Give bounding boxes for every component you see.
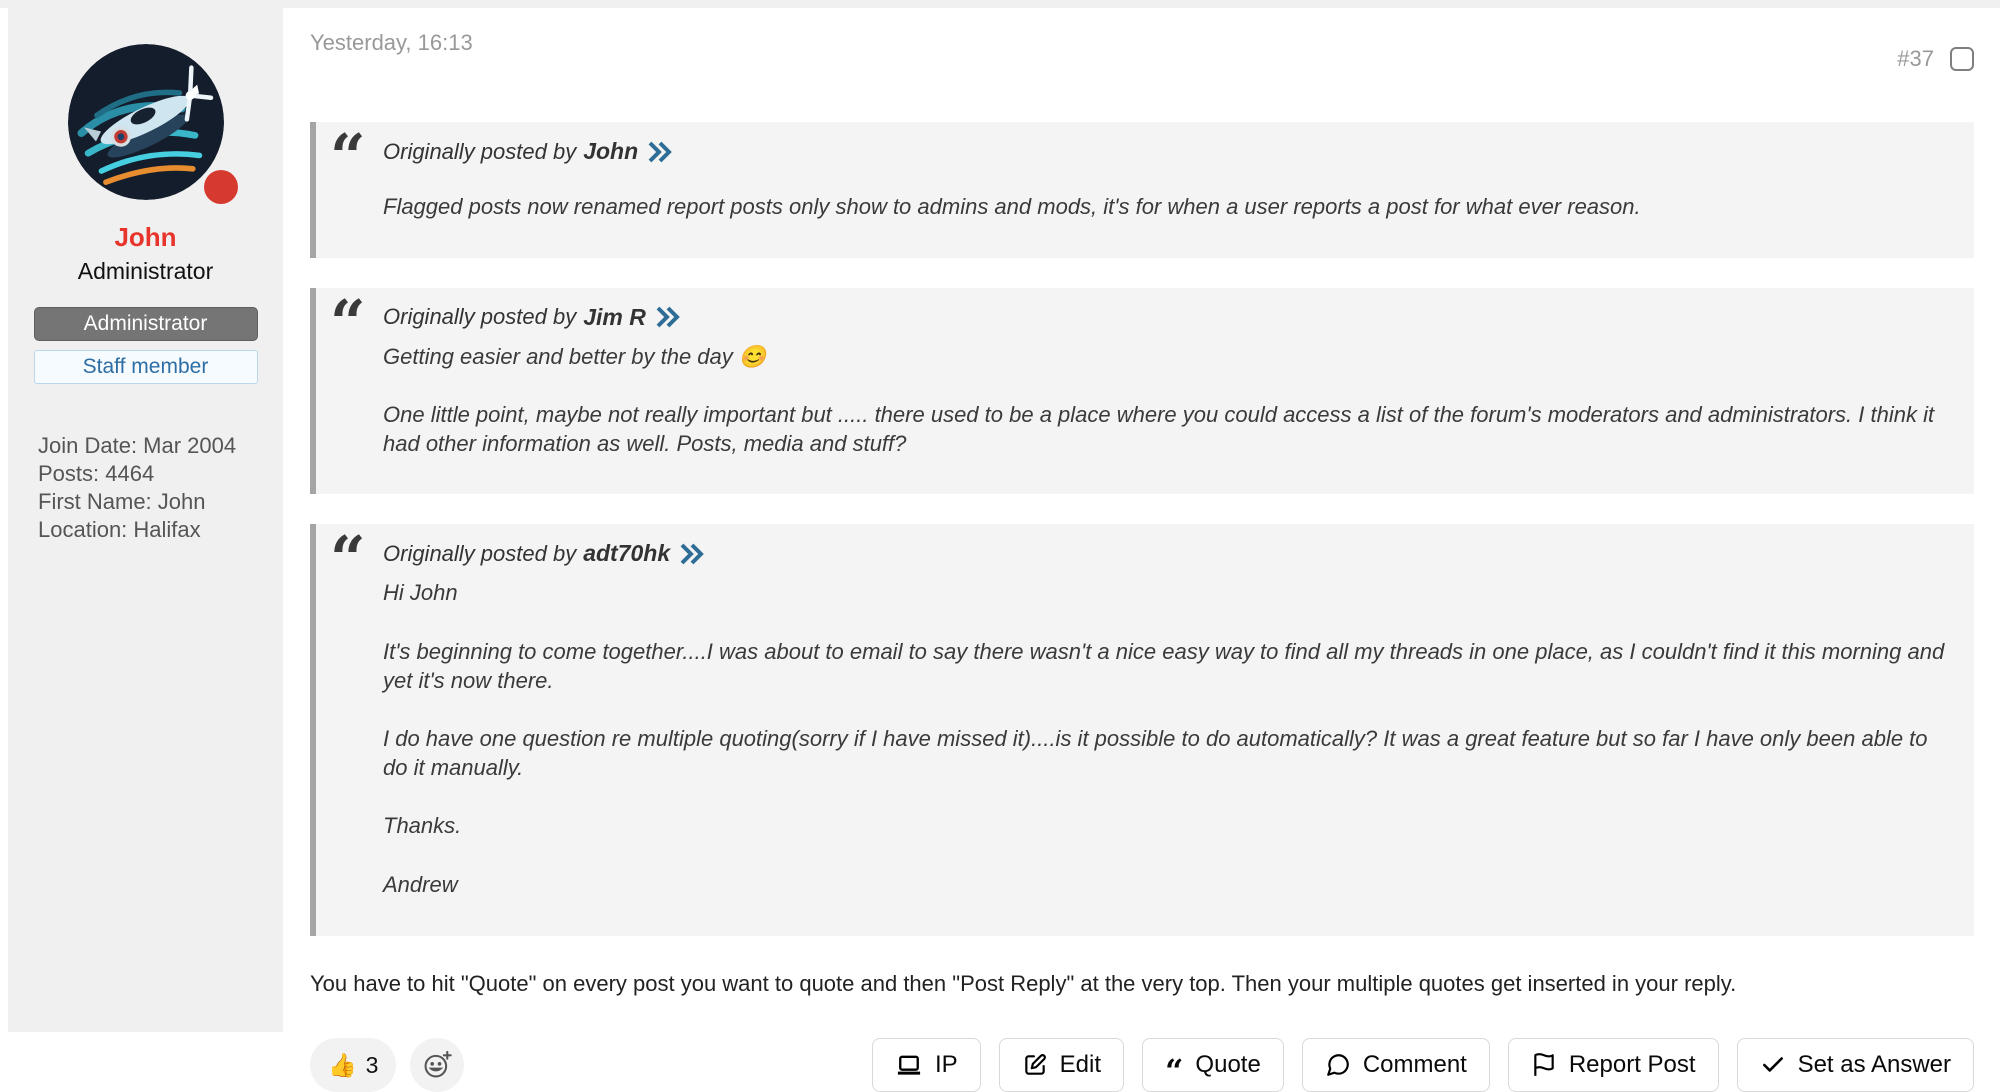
checkmark-icon [1760, 1052, 1786, 1078]
page-top-border [0, 0, 2000, 8]
report-post-label: Report Post [1568, 1051, 1696, 1079]
quote-paragraph: Flagged posts now renamed report posts only show to admins and mods, it's for when a user reports a post for what ever reason. [383, 194, 1641, 219]
quote-paragraph: I do have one question re multiple quoting(sorry if I have missed it)....is it possible to do automatically? It was a great feature but so far I have only been able to do it manually. [383, 726, 1928, 780]
quote-author-link[interactable]: adt70hk [583, 540, 671, 567]
quote-icon: “ [330, 120, 366, 193]
quote-icon: “ [330, 285, 366, 359]
username-link[interactable]: John [114, 222, 177, 252]
quote-block [310, 285, 1974, 495]
post-action-bar [310, 1038, 1974, 1092]
user-post-count: Posts: 4464 [38, 461, 155, 487]
avatar[interactable] [68, 44, 224, 200]
quote-paragraph: Getting easier and better by the day 😊 [383, 343, 767, 369]
user-location: Location: Halifax [38, 517, 201, 543]
comment-label: Comment [1362, 1051, 1467, 1079]
user-sidebar [8, 8, 283, 1032]
report-post-button[interactable] [1508, 1038, 1719, 1092]
post-select-checkbox[interactable] [1950, 47, 1974, 71]
goto-post-icon[interactable] [647, 141, 673, 163]
thumbs-up-icon: 👍 [328, 1051, 357, 1078]
post-body [283, 8, 2000, 1091]
quote-icon: “ [330, 522, 366, 596]
edit-label: Edit [1059, 1051, 1102, 1079]
quote-button[interactable] [1142, 1038, 1284, 1092]
badge-staff-member: Staff member [34, 350, 258, 384]
add-reaction-button[interactable] [410, 1038, 464, 1092]
badge-administrator: Administrator [34, 307, 258, 341]
quote-label: Quote [1195, 1051, 1261, 1079]
online-status-dot [204, 170, 238, 204]
flag-icon [1531, 1052, 1557, 1078]
like-count: 3 [365, 1051, 379, 1078]
user-info-block [38, 432, 246, 545]
quote-paragraph: One little point, maybe not really important but ..... there used to be a place where you could access a list of the forum's moderators and administrators. I think it had other information as well. Posts, media and stuff? [383, 402, 1935, 456]
quote-block [310, 122, 1974, 258]
plane-avatar-image [68, 44, 224, 200]
quote-paragraph: Hi John [383, 580, 458, 606]
user-role-label: Administrator [77, 258, 214, 284]
quote-author-link[interactable]: Jim R [583, 303, 646, 330]
post-timestamp: Yesterday, 16:13 [310, 30, 473, 55]
quote-paragraph: Andrew [383, 871, 458, 897]
quote-author-link[interactable]: John [583, 138, 639, 164]
quote-prefix: Originally posted by [383, 138, 577, 164]
smiley-plus-icon [421, 1049, 453, 1081]
reply-text: You have to hit "Quote" on every post you want to quote and then "Post Reply" at the very top. Then your multiple quotes get inserted in your reply. [310, 970, 1737, 996]
quote-paragraph: Thanks. [383, 813, 462, 839]
set-as-answer-label: Set as Answer [1797, 1051, 1951, 1079]
speech-bubble-icon [1325, 1052, 1351, 1078]
like-reaction-button[interactable] [310, 1038, 396, 1092]
quote-marks-icon: “ [1165, 1052, 1184, 1091]
comment-button[interactable] [1302, 1038, 1490, 1092]
ip-button[interactable] [872, 1038, 981, 1092]
quote-block [310, 524, 1974, 935]
goto-post-icon[interactable] [655, 306, 681, 328]
user-join-date: Join Date: Mar 2004 [38, 433, 237, 458]
ip-label: IP [934, 1051, 958, 1079]
post-buttons [872, 1038, 1974, 1092]
reactions [310, 1038, 464, 1092]
goto-post-icon[interactable] [679, 543, 705, 565]
quote-prefix: Originally posted by [383, 304, 577, 330]
user-first-name: First Name: John [38, 489, 206, 515]
quote-prefix: Originally posted by [383, 540, 577, 566]
set-as-answer-button[interactable] [1737, 1038, 1974, 1092]
quote-paragraph: It's beginning to come together....I was about to email to say there wasn't a nice easy way to find all my threads in one place, as I couldn't find it this morning and yet it's now there. [383, 638, 1945, 693]
post-header [310, 28, 1974, 72]
laptop-icon [895, 1051, 923, 1079]
quoted-posts [310, 122, 1974, 936]
edit-icon [1022, 1052, 1048, 1078]
post-number: #37 [1897, 46, 1934, 71]
edit-button[interactable] [999, 1038, 1124, 1092]
